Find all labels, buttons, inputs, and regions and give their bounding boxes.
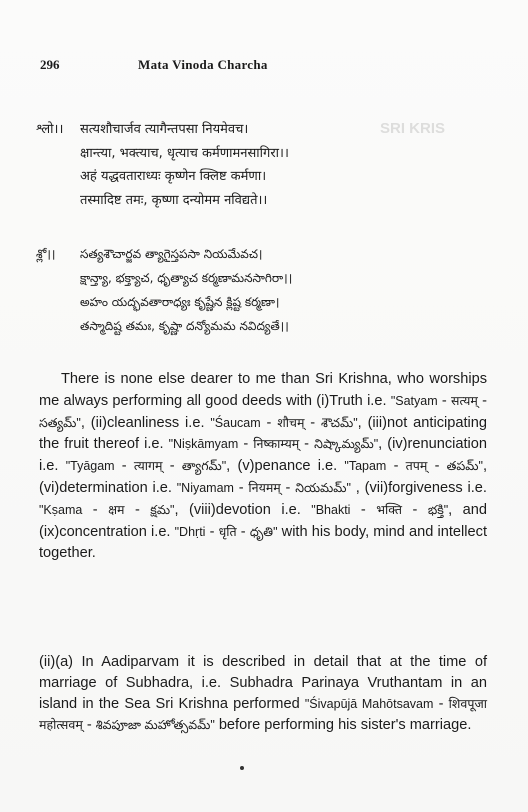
- telugu-verse: [36, 242, 496, 338]
- term-devanagari: धृति: [218, 524, 237, 539]
- virtue-ie: i.e.: [147, 479, 177, 496]
- term-dash: -: [233, 479, 249, 496]
- virtue-number: (i): [316, 392, 330, 409]
- term-roman: "Śaucam: [210, 415, 261, 430]
- bleed-through-text: SRI KRIS: [380, 120, 446, 137]
- virtue-item: [39, 480, 365, 496]
- virtue-separator: ,: [226, 458, 238, 475]
- virtue-ie: i.e.: [139, 436, 169, 453]
- term-devanagari: त्यागम्: [133, 459, 163, 474]
- virtue-number: (vii): [364, 479, 389, 496]
- virtue-number: (ii): [90, 414, 107, 431]
- paragraph-virtues: [39, 369, 487, 565]
- term-telugu: క్షమ": [150, 502, 175, 517]
- virtue-list: [39, 393, 487, 540]
- term-devanagari: शौचम्: [277, 415, 305, 430]
- verse-text: అహం యద్భవతారాధ్యః కృష్ణేన క్లిష్ట కర్మణా।: [80, 295, 280, 309]
- term-dash: -: [299, 436, 315, 453]
- term-devanagari: भक्ति: [376, 502, 403, 517]
- term-devanagari: क्षम: [108, 502, 125, 517]
- term-dash: -: [402, 501, 428, 518]
- virtue-number: (vi): [39, 479, 60, 496]
- virtue-separator: ,: [357, 414, 368, 431]
- term-roman: "Dhṛti: [174, 524, 206, 539]
- virtue-item: [237, 458, 487, 474]
- verse-text: सत्यशौचार्जव त्यागैन्तपसा नियमेवच।: [80, 122, 249, 137]
- verse-text: अहं यद्धवताराध्यः कृष्णेन क्लिष्ट कर्मणा।: [80, 169, 267, 185]
- virtue-ie: i.e.: [362, 392, 391, 409]
- paragraph-ending: before performing his sister's marriage.: [214, 717, 472, 733]
- virtue-item: [91, 415, 368, 431]
- verse-line: [36, 142, 496, 166]
- virtue-name: determination: [59, 479, 148, 496]
- virtue-separator: ,: [378, 436, 388, 453]
- virtue-name: forgiveness: [388, 479, 463, 496]
- term-roman: "Kṣama: [39, 502, 83, 517]
- virtue-name: not anticipating the fruit thereof: [39, 414, 487, 453]
- term-dash: -: [236, 523, 250, 540]
- term-dash: -: [238, 436, 254, 453]
- paragraph-intro: There is none else dearer to me than Sri Krishna, who worships me always performing all good deeds with: [39, 371, 487, 409]
- term-dash: -: [260, 414, 278, 431]
- term-telugu: నిష్కామ్యమ్": [314, 437, 379, 452]
- verse-marker: శ్లో।।: [36, 247, 56, 261]
- virtue-name: penance: [254, 458, 311, 475]
- term-roman: "Niyamam: [176, 480, 234, 495]
- term-devanagari: शिवपूजा महोत्सवम्: [39, 697, 487, 732]
- virtue-name: concentration: [59, 523, 147, 540]
- term-telugu: తపమ్": [446, 459, 483, 474]
- verse-text: క్షాన్త్యా, భక్త్యాచ, ధృత్యాచ కర్మణామనసాగిరా।।: [80, 271, 293, 285]
- term-dash: -: [124, 501, 151, 518]
- virtue-item: [189, 502, 487, 518]
- term-dash: -: [304, 414, 322, 431]
- term-devanagari: निष्काम्यम्: [253, 437, 300, 452]
- paragraph-label: (ii)(a): [39, 654, 74, 670]
- virtue-separator: , and: [448, 501, 487, 518]
- virtue-ie: i.e.: [462, 479, 487, 496]
- verse-line: [36, 189, 496, 213]
- term-roman: "Śivapūjā Mahōtsavam: [304, 697, 434, 711]
- term-dash: -: [162, 458, 182, 475]
- virtue-ie: i.e.: [179, 414, 211, 431]
- virtue-number: (ix): [39, 523, 60, 540]
- verse-line: [36, 290, 496, 314]
- virtue-name: cleanliness: [106, 414, 180, 431]
- book-title: Mata Vinoda Charcha: [138, 57, 268, 72]
- term-telugu: భక్తి": [427, 502, 449, 517]
- term-devanagari: तपम्: [405, 459, 428, 474]
- virtue-number: (viii): [188, 501, 216, 518]
- virtue-number: (iii): [367, 414, 388, 431]
- term-dash: -: [386, 458, 406, 475]
- term-telugu: శౌచమ్": [321, 415, 358, 430]
- verse-line: [36, 165, 496, 189]
- term-telugu: శివపూజా మహోత్సవమ్": [95, 718, 215, 732]
- sanskrit-verse: [36, 118, 496, 212]
- term-roman: "Tyāgam: [65, 459, 115, 474]
- virtue-separator: ,: [80, 414, 91, 431]
- verse-text: तस्मादिष्ट तमः, कृष्णा दन्योमम नविद्यते।।: [80, 192, 268, 208]
- verse-text: సత్యశౌచార్జవ త్యాగైస్తపసా నియమేవచ।: [80, 247, 263, 261]
- page-mark-dot: [240, 766, 244, 770]
- page-number: 296: [40, 57, 60, 72]
- virtue-ie: i.e.: [270, 501, 312, 518]
- virtue-name: renunciation: [407, 436, 488, 453]
- term-roman: "Satyam: [390, 393, 438, 408]
- term-dash: -: [205, 523, 219, 540]
- term-devanagari: सत्यम्: [451, 393, 478, 408]
- verse-marker: श्लो।।: [36, 122, 64, 137]
- term-dash: -: [427, 458, 447, 475]
- term-dash: -: [114, 458, 134, 475]
- term-telugu: నియమమ్": [295, 480, 351, 495]
- virtue-ie: i.e.: [310, 458, 345, 475]
- virtue-number: (v): [237, 458, 255, 475]
- term-dash: -: [350, 501, 377, 518]
- term-dash: -: [280, 479, 296, 496]
- verse-line: [36, 242, 496, 266]
- term-telugu: ధృతి": [249, 524, 278, 539]
- virtue-item: [39, 524, 278, 540]
- verse-line: [36, 118, 496, 142]
- verse-text: తస్మాదిష్ట తమః, కృష్ణా దన్యోమమ నవిద్యతే।।: [80, 319, 289, 333]
- term-roman: "Niṣkāmyam: [168, 437, 239, 452]
- virtue-separator: ,: [174, 501, 189, 518]
- virtue-ie: i.e.: [39, 458, 66, 475]
- term-dash: -: [437, 392, 452, 409]
- virtue-number: (iv): [387, 436, 408, 453]
- virtue-ie: i.e.: [146, 523, 175, 540]
- virtue-name: Truth: [329, 392, 363, 409]
- term-dash: -: [477, 392, 487, 409]
- term-dash: -: [82, 501, 109, 518]
- term-roman: "Tapam: [344, 459, 387, 474]
- paragraph-ending: with his body, mind and intellect together.: [39, 523, 487, 562]
- paragraph-text: In Aadiparvam it is described in detail that at the time of marriage of Subhadra, i.e. Subhadra Parinaya Vruthantam in an island in the Sea Sri Krishna performed: [39, 654, 487, 712]
- paragraph-subhadra: (ii)(a) In Aadiparvam it is described in detail that at the time of marriage of Subhadra, i.e. Subhadra Parinaya Vruthantam in an island in the Sea Sri Krishna performed "Śivapūjā Mahōtsavam - शिवपूजा महोत्सवम् - శివపూజా మహోత్సవమ్" before performing his sister's marriage.: [39, 654, 487, 733]
- virtue-name: devotion: [215, 501, 271, 518]
- term-roman: "Bhakti: [311, 502, 351, 517]
- term-telugu: సత్యమ్": [39, 415, 81, 430]
- virtue-separator: ,: [482, 458, 487, 475]
- virtue-separator: ,: [350, 479, 365, 496]
- verse-text: क्षान्त्या, भक्त्याच, धृत्याच कर्मणामनसागिरा।।: [80, 145, 289, 161]
- verse-line: [36, 314, 496, 338]
- term-telugu: త్యాగమ్": [181, 459, 227, 474]
- verse-line: [36, 266, 496, 290]
- term-devanagari: नियमम्: [248, 480, 281, 495]
